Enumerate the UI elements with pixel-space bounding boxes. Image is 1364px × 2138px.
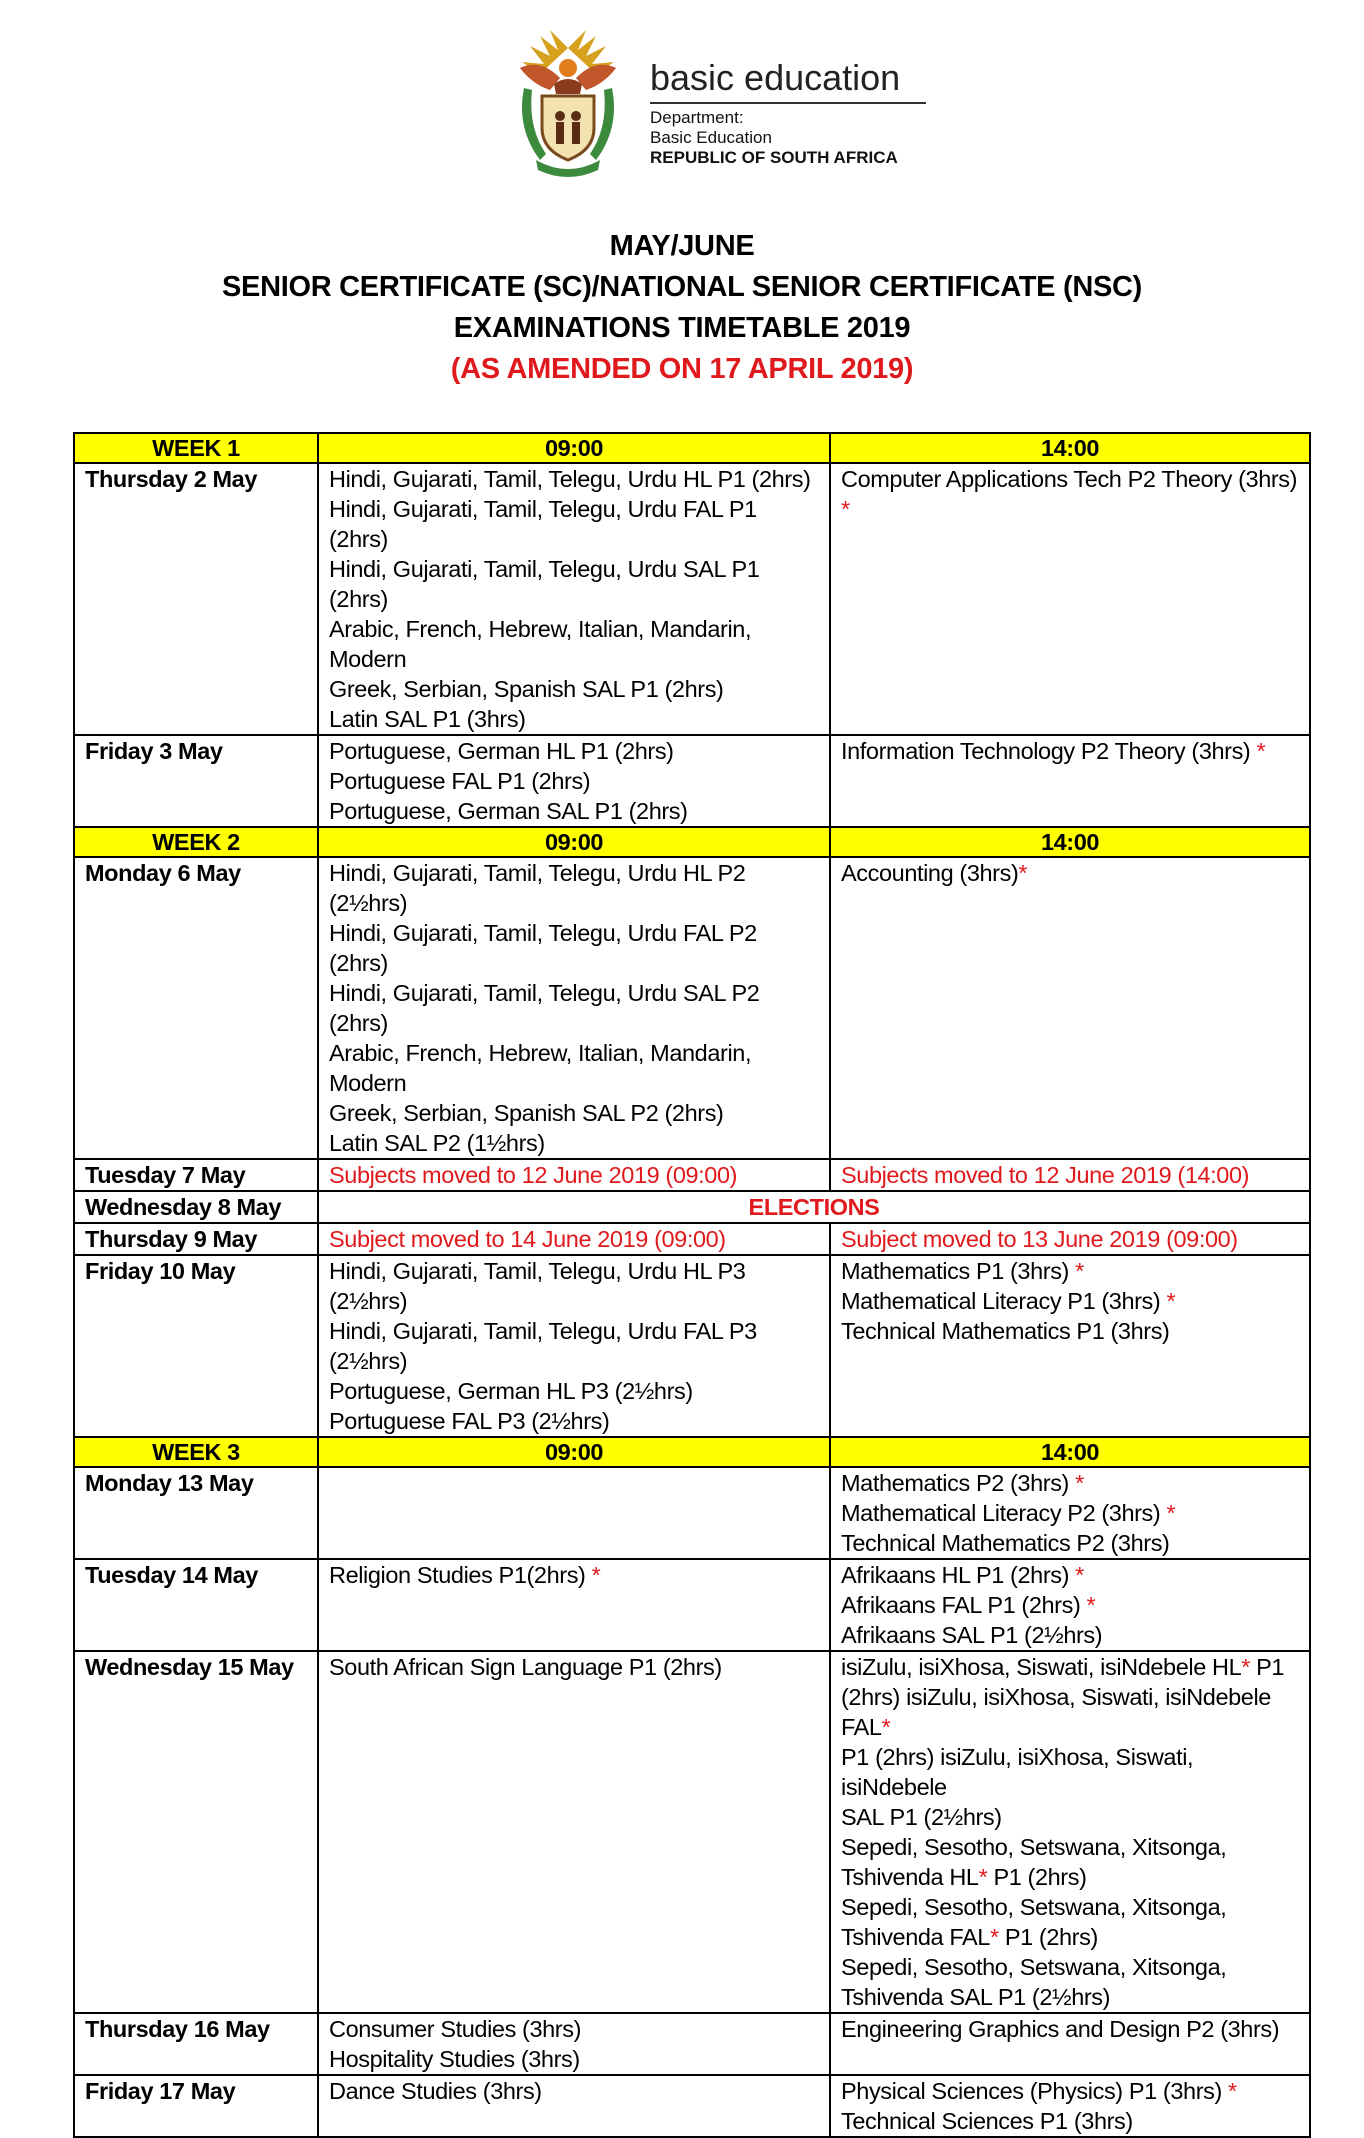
table-row [74, 463, 1310, 735]
session-pm-header: 14:00 [830, 433, 1310, 463]
asterisk-mark: * [978, 1864, 988, 1890]
asterisk-mark: * [841, 496, 850, 522]
day-cell: Thursday 2 May [74, 463, 318, 735]
subject-line: Portuguese, German HL P3 (2½hrs) [329, 1378, 693, 1404]
am-cell [318, 463, 830, 735]
subject-line: SAL P1 (2½hrs) [841, 1804, 1002, 1830]
elections-note: ELECTIONS [318, 1191, 1310, 1223]
asterisk-mark: * [989, 1924, 999, 1950]
am-cell-moved: Subjects moved to 12 June 2019 (09:00) [318, 1159, 830, 1191]
subject-line: Mathematics P2 (3hrs) * [841, 1470, 1084, 1496]
am-cell [318, 1255, 830, 1437]
day-cell: Wednesday 15 May [74, 1651, 318, 2013]
asterisk-mark: * [881, 1714, 891, 1740]
subject-line: Accounting (3hrs)* [841, 860, 1028, 886]
brand-block [650, 58, 926, 168]
subject-line: Sepedi, Sesotho, Setswana, Xitsonga, [841, 1834, 1227, 1860]
asterisk-mark: * [1228, 2078, 1237, 2104]
table-row [74, 1159, 1310, 1191]
subject-line: Tshivenda HL* P1 (2hrs) [841, 1864, 1087, 1890]
subject-line: Afrikaans FAL P1 (2hrs) * [841, 1592, 1096, 1618]
subject-line: Sepedi, Sesotho, Setswana, Xitsonga, [841, 1894, 1227, 1920]
asterisk-mark: * [1075, 1562, 1084, 1588]
subject-line: Latin SAL P2 (1½hrs) [329, 1130, 545, 1156]
asterisk-mark: * [1075, 1470, 1084, 1496]
day-cell: Friday 17 May [74, 2075, 318, 2137]
amended-note: (AS AMENDED ON 17 APRIL 2019) [450, 353, 914, 385]
am-cell [318, 1651, 830, 2013]
asterisk-mark: * [1166, 1500, 1176, 1526]
subject-line: Hindi, Gujarati, Tamil, Telegu, Urdu HL P2 (2½hrs) [329, 860, 746, 916]
subject-line: Consumer Studies (3hrs) [329, 2016, 582, 2042]
subject-line: Mathematical Literacy P2 (3hrs) * [841, 1500, 1176, 1526]
title-line-2: SENIOR CERTIFICATE (SC)/NATIONAL SENIOR CERTIFICATE (NSC) [221, 271, 1143, 303]
subject-line: Portuguese FAL P1 (2hrs) [329, 768, 591, 794]
dept-line-1: Department: [650, 108, 744, 127]
table-row [74, 1651, 1310, 2013]
subject-line: Afrikaans SAL P1 (2½hrs) [841, 1622, 1103, 1648]
asterisk-mark: * [591, 1562, 601, 1588]
pm-cell [830, 1559, 1310, 1651]
subject-line: Hindi, Gujarati, Tamil, Telegu, Urdu SAL P1 (2hrs) [329, 556, 760, 612]
pm-cell [830, 1651, 1310, 2013]
week-header-row [74, 1437, 1310, 1467]
title-line-3: EXAMINATIONS TIMETABLE 2019 [453, 312, 911, 344]
week-label: WEEK 2 [74, 827, 318, 857]
subject-line: Hindi, Gujarati, Tamil, Telegu, Urdu FAL P1 (2hrs) [329, 496, 757, 552]
subject-line: Technical Mathematics P2 (3hrs) [841, 1530, 1170, 1556]
timetable [73, 432, 1311, 2138]
subject-line: Information Technology P2 Theory (3hrs) * [841, 738, 1266, 764]
table-row [74, 1559, 1310, 1651]
table-row [74, 1191, 1310, 1223]
subject-line: Mathematics P1 (3hrs) * [841, 1258, 1084, 1284]
asterisk-mark: * [1086, 1592, 1096, 1618]
week-header-row [74, 433, 1310, 463]
day-cell: Thursday 16 May [74, 2013, 318, 2075]
table-row [74, 857, 1310, 1159]
am-cell-moved: Subject moved to 14 June 2019 (09:00) [318, 1223, 830, 1255]
subject-line: Sepedi, Sesotho, Setswana, Xitsonga, [841, 1954, 1227, 1980]
am-cell [318, 735, 830, 827]
week-header-row [74, 827, 1310, 857]
pm-cell-moved: Subjects moved to 12 June 2019 (14:00) [830, 1159, 1310, 1191]
subject-line: Hindi, Gujarati, Tamil, Telegu, Urdu HL P3 (2½hrs) [329, 1258, 746, 1314]
pm-cell [830, 2013, 1310, 2075]
subject-line: Greek, Serbian, Spanish SAL P1 (2hrs) [329, 676, 724, 702]
am-cell [318, 2013, 830, 2075]
table-row [74, 1255, 1310, 1437]
day-cell: Wednesday 8 May [74, 1191, 318, 1223]
week-label: WEEK 1 [74, 433, 318, 463]
title-line-1: MAY/JUNE [609, 230, 755, 262]
document-title [0, 226, 1364, 390]
table-row [74, 1223, 1310, 1255]
pm-cell [830, 1467, 1310, 1559]
am-cell [318, 1467, 830, 1559]
day-cell: Monday 6 May [74, 857, 318, 1159]
subject-line: Hospitality Studies (3hrs) [329, 2046, 580, 2072]
subject-line: Hindi, Gujarati, Tamil, Telegu, Urdu FAL P3 (2½hrs) [329, 1318, 757, 1374]
page-header [510, 28, 940, 178]
subject-line: Computer Applications Tech P2 Theory (3hrs) * [841, 466, 1298, 522]
subject-line: Technical Sciences P1 (3hrs) [841, 2108, 1133, 2134]
subject-line: Portuguese FAL P3 (2½hrs) [329, 1408, 610, 1434]
subject-line: (2hrs) isiZulu, isiXhosa, Siswati, isiNdebele FAL* [841, 1684, 1271, 1740]
subject-line: Religion Studies P1(2hrs) * [329, 1562, 601, 1588]
am-cell [318, 1559, 830, 1651]
subject-line: Arabic, French, Hebrew, Italian, Mandarin, Modern [329, 616, 752, 672]
session-pm-header: 14:00 [830, 1437, 1310, 1467]
day-cell: Monday 13 May [74, 1467, 318, 1559]
asterisk-mark: * [1241, 1654, 1250, 1680]
subject-line: Physical Sciences (Physics) P1 (3hrs) * [841, 2078, 1237, 2104]
subject-line: Tshivenda FAL* P1 (2hrs) [841, 1924, 1098, 1950]
coat-of-arms-logo [510, 28, 626, 178]
subject-line: Engineering Graphics and Design P2 (3hrs) [841, 2016, 1280, 2042]
am-cell [318, 857, 830, 1159]
pm-cell [830, 1255, 1310, 1437]
session-am-header: 09:00 [318, 1437, 830, 1467]
asterisk-mark: * [1256, 738, 1266, 764]
session-pm-header: 14:00 [830, 827, 1310, 857]
subject-line: Dance Studies (3hrs) [329, 2078, 542, 2104]
subject-line: Portuguese, German SAL P1 (2hrs) [329, 798, 688, 824]
subject-line: Afrikaans HL P1 (2hrs) * [841, 1562, 1084, 1588]
week-label: WEEK 3 [74, 1437, 318, 1467]
subject-line: South African Sign Language P1 (2hrs) [329, 1654, 722, 1680]
table-row [74, 2013, 1310, 2075]
day-cell: Tuesday 7 May [74, 1159, 318, 1191]
subject-line: Hindi, Gujarati, Tamil, Telegu, Urdu HL P1 (2hrs) [329, 466, 811, 492]
asterisk-mark: * [1075, 1258, 1084, 1284]
pm-cell [830, 735, 1310, 827]
subject-line: P1 (2hrs) isiZulu, isiXhosa, Siswati, isiNdebele [841, 1744, 1194, 1800]
asterisk-mark: * [1166, 1288, 1176, 1314]
subject-line: Hindi, Gujarati, Tamil, Telegu, Urdu SAL P2 (2hrs) [329, 980, 760, 1036]
session-am-header: 09:00 [318, 827, 830, 857]
subject-line: Mathematical Literacy P1 (3hrs) * [841, 1288, 1176, 1314]
session-am-header: 09:00 [318, 433, 830, 463]
pm-cell-moved: Subject moved to 13 June 2019 (09:00) [830, 1223, 1310, 1255]
asterisk-mark: * [1018, 860, 1028, 886]
subject-line: Hindi, Gujarati, Tamil, Telegu, Urdu FAL P2 (2hrs) [329, 920, 757, 976]
subject-line: Tshivenda SAL P1 (2½hrs) [841, 1984, 1111, 2010]
pm-cell [830, 463, 1310, 735]
subject-line: isiZulu, isiXhosa, Siswati, isiNdebele HL* P1 [841, 1654, 1285, 1680]
table-row [74, 1467, 1310, 1559]
day-cell: Tuesday 14 May [74, 1559, 318, 1651]
dept-line-3: REPUBLIC OF SOUTH AFRICA [650, 148, 898, 167]
subject-line: Latin SAL P1 (3hrs) [329, 706, 526, 732]
day-cell: Friday 10 May [74, 1255, 318, 1437]
table-row [74, 735, 1310, 827]
am-cell [318, 2075, 830, 2137]
pm-cell [830, 857, 1310, 1159]
dept-line-2: Basic Education [650, 128, 772, 147]
subject-line: Greek, Serbian, Spanish SAL P2 (2hrs) [329, 1100, 724, 1126]
pm-cell [830, 2075, 1310, 2137]
subject-line: Technical Mathematics P1 (3hrs) [841, 1318, 1170, 1344]
brand-name: basic education [650, 58, 926, 104]
subject-line: Portuguese, German HL P1 (2hrs) [329, 738, 674, 764]
day-cell: Friday 3 May [74, 735, 318, 827]
day-cell: Thursday 9 May [74, 1223, 318, 1255]
table-row [74, 2075, 1310, 2137]
subject-line: Arabic, French, Hebrew, Italian, Mandarin, Modern [329, 1040, 752, 1096]
